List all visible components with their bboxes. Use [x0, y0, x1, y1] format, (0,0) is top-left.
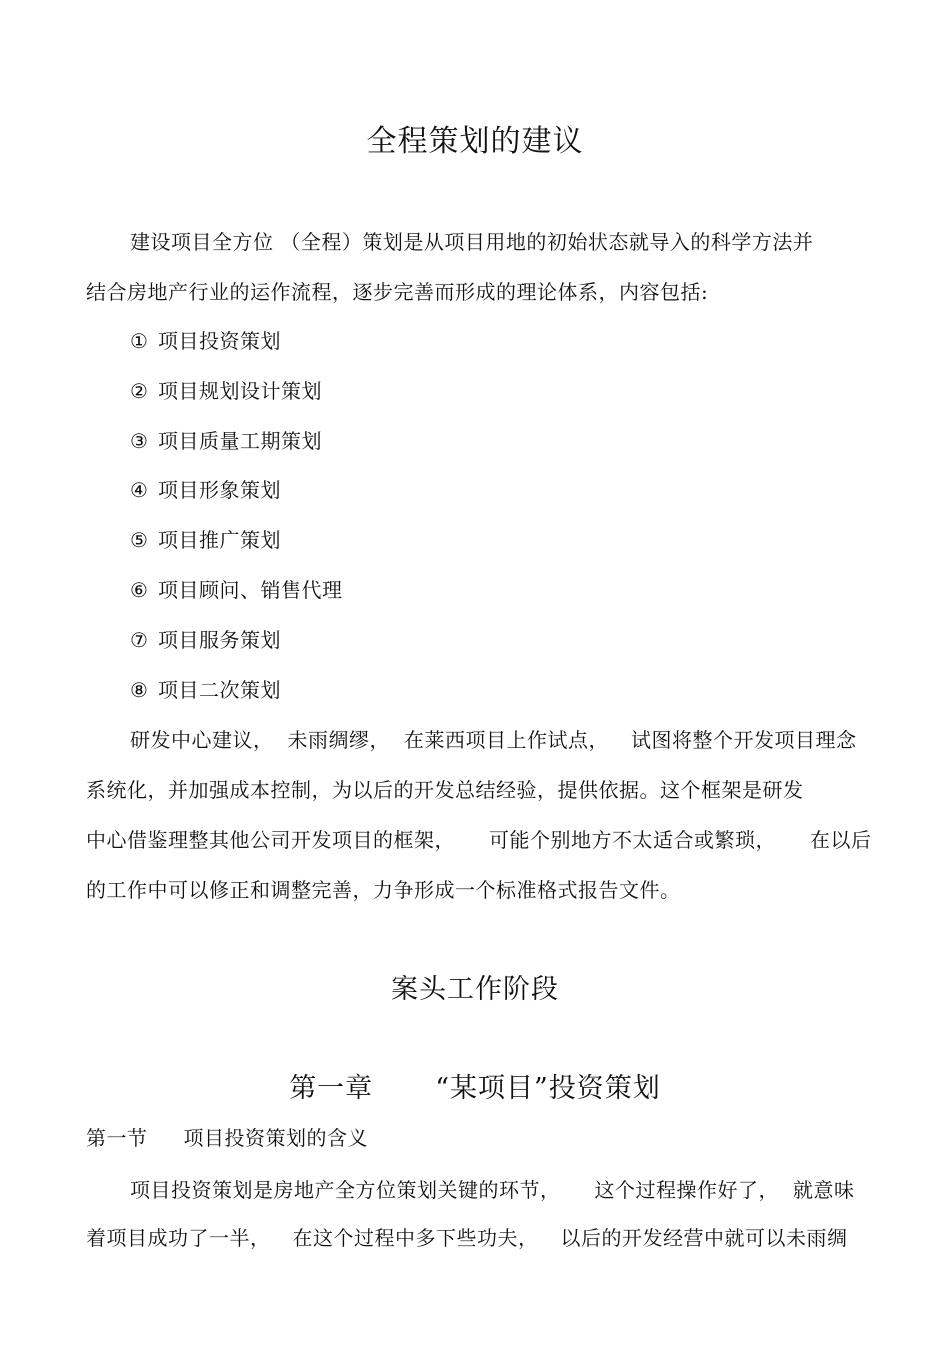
text-segment: 以后的开发经营中就可以未雨绸: [560, 1226, 848, 1250]
text-segment: 未雨绸缪，: [287, 728, 390, 752]
para2-line-1: [130, 728, 857, 752]
text-segment: 在以后: [810, 828, 872, 852]
text-segment: 这个过程操作好了，: [594, 1178, 779, 1202]
text-segment: 就意味: [793, 1178, 855, 1202]
section-name: 项目投资策划的含义: [183, 1126, 368, 1150]
list-item-number: ⑧: [130, 678, 149, 702]
list-item: [130, 329, 281, 353]
text-segment: 中心借鉴理整其他公司开发项目的框架，: [86, 828, 455, 852]
chapter-number: 第一章: [289, 1073, 374, 1104]
list-item-label: 项目顾问、销售代理: [158, 578, 343, 602]
stage-title: 案头工作阶段: [391, 974, 559, 1005]
text-segment: 可能个别地方不太适合或繁琐，: [489, 828, 776, 852]
list-item: [130, 628, 281, 652]
para2-line-4: 的工作中可以修正和调整完善，力争形成一个标准格式报告文件。: [86, 878, 681, 902]
page-title: 全程策划的建议: [366, 124, 584, 159]
para2-line-3: [86, 828, 872, 852]
list-item-number: ②: [130, 379, 149, 403]
list-item-label: 项目质量工期策划: [158, 429, 322, 453]
list-item-label: 项目二次策划: [158, 678, 281, 702]
list-item-label: 项目投资策划: [158, 329, 281, 353]
text-segment: 研发中心建议，: [130, 728, 274, 752]
text-segment: 在这个过程中多下些功夫，: [292, 1226, 539, 1250]
list-item-number: ⑥: [130, 578, 149, 602]
text-segment: 试图将整个开发项目理念: [631, 728, 857, 752]
list-item-number: ③: [130, 429, 149, 453]
para2-line-2: 系统化，并加强成本控制，为以后的开发总结经验，提供依据。这个框架是研发: [86, 778, 804, 802]
intro-line-2: 结合房地产行业的运作流程，逐步完善而形成的理论体系，内容包括:: [86, 280, 709, 304]
text-segment: 项目投资策划是房地产全方位策划关键的环节，: [130, 1178, 561, 1202]
list-item: [130, 429, 322, 453]
section-heading: [86, 1126, 368, 1150]
list-item-number: ⑤: [130, 528, 149, 552]
list-item: [130, 528, 281, 552]
text-segment: 在莱西项目上作试点，: [404, 728, 609, 752]
list-item: [130, 578, 343, 602]
intro-line-1: 建设项目全方位 （全程）策划是从项目用地的初始状态就导入的科学方法并: [130, 230, 814, 254]
list-item-label: 项目规划设计策划: [158, 379, 322, 403]
chapter-heading: [0, 1073, 950, 1105]
para3-line-2: [86, 1226, 848, 1250]
list-item-number: ④: [130, 478, 149, 502]
list-item-number: ⑦: [130, 628, 149, 652]
para3-line-1: [130, 1178, 855, 1202]
list-item-label: 项目推广策划: [158, 528, 281, 552]
chapter-name: “某项目”投资策划: [435, 1073, 661, 1104]
list-item-number: ①: [130, 329, 149, 353]
list-item-label: 项目服务策划: [158, 628, 281, 652]
list-item-label: 项目形象策划: [158, 478, 281, 502]
text-segment: 着项目成功了一半，: [86, 1226, 271, 1250]
section-number: 第一节: [86, 1126, 148, 1150]
list-item: [130, 678, 281, 702]
list-item: [130, 478, 281, 502]
list-item: [130, 379, 322, 403]
